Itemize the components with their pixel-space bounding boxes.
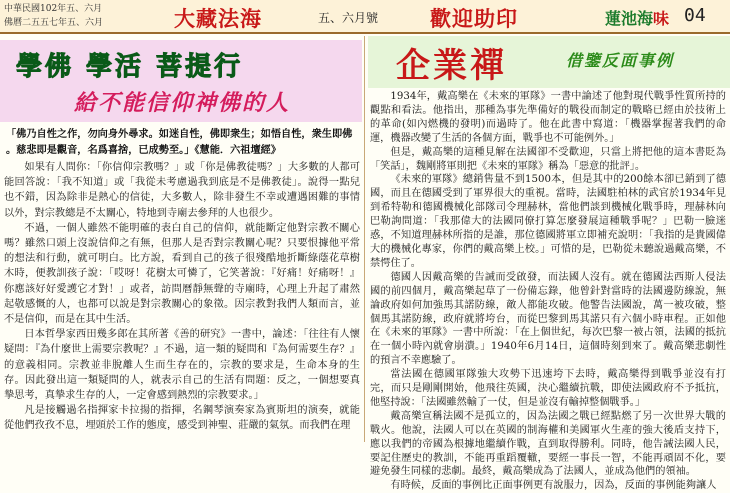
page-number: 04 [684,5,706,26]
sutra-quote [6,126,358,158]
quote-line-1: 「佛乃自性之作，勿向身外尋求。如迷自性，佛即衆生；如悟自性，衆生即佛 [6,128,353,140]
date-roc: 中華民國102年五、六月 [4,4,103,14]
right-article-subtitle: 借鑒反面事例 [566,51,675,70]
paragraph: 凡是接觸過名指揮家卡拉揚的指揮，名鋼琴演奏家為賓斯坦的演奏，就能從他們孜孜不息，埋頭於工作的態度，感受到神聖、莊嚴的氣氛。而我們在理 [4,405,360,432]
paragraph: 不過，一個人雖然不能明確的表白自己的信仰，就能斷定他對宗教不關心嗎？雖然口頭上沒說信仰之有無，但那人是否對宗教關心呢？只要恨據他平常的想法和行動，就可明白。比方說，看到自己的孩子很殘酷地折斷綠蔭花草樹木時，便教訓孩子說：「哎呀！花樹太可憐了，它笑著說：『好痛！好痛呀！』你應該好好愛護它才對！」或者，訪問曆靜無聲的寺廟時，心理上升起了肅然起敬感慨的人，也都可以說是對宗教關心的象徵。因宗教對我們人類而言，並不是信仰，而是在其中生活。 [4,222,360,326]
paragraph: 當法國在德國軍隊強大攻勢下迅速垮下去時，戴高樂得到戰爭並沒有打完，而只是剛剛開始，他飛往英國，決心繼續抗戰，即使法國政府不予抵抗，他堅持說：「法國雖然輸了一仗，但是並沒有輸掉整個戰爭。」 [370,369,726,408]
left-article-title-box [0,40,362,122]
left-article-subtitle: 給不能信仰神佛的人 [74,90,291,116]
left-article-body [4,160,360,434]
right-article-body [370,90,726,493]
issue-date [4,2,103,30]
column-name-a: 蓮池海 [605,9,654,28]
paragraph: 《未來的軍隊》總銷售量不到1500本，但是其中的200餘本卻已銷到了德國，而且在德國受到了軍界很大的重視。當時，法國駐柏林的武官於1934年見到希特勒和德國機械化部隊司令理赫林，當他們談到機械化戰爭時，理赫林向巴勒詢問道：「我那偉大的法國同僚打算怎麼發展這種戰爭呢？」巴勒一臉迷惑，不知道理赫林所指的是誰，那位德國將軍立即補充說明：「我指的是貴國偉大的機械化專家，你們的戴高樂上校。」可惜的是，巴勒從未聽說過戴高樂，不禁愕住了。 [370,174,726,269]
column-divider [364,36,365,442]
column-name [605,6,669,29]
welcome-banner: 歡迎助印 [430,6,518,31]
right-article-title-box [368,36,730,88]
quote-line-2: 。慈悲即是觀音，名爲喜捨，已成勢至。」《慧能．六祖壇經》 [6,144,282,156]
page-header [0,0,730,34]
issue-label: 五、六月號 [318,11,379,25]
date-buddhist: 佛曆二五五七年五、六月 [4,18,104,28]
right-article-title: 企業禪 [396,46,507,86]
paragraph: 但是，戴高樂的這種見解在法國卻不受歡迎，只當上將把他的這本書貶為「笑話」，魏剛將軍則把《未來的軍隊》稱為「惡意的批評」。 [370,146,726,172]
paragraph: 如果有人問你：「你信仰宗教嗎？」或「你是佛教徒嗎？」大多數的人都可能回答說：「我不知道」或「我從未考慮過我到底是不是佛教徒」。說得一點兒也不錯，因為除非是熱心的信徒，大多數人，除非發生不幸或遭遇困難的事情以外，對宗教總是不太關心，特地到寺廟去參拜的人也很少。 [4,162,360,219]
column-name-b: 味 [653,9,670,28]
paragraph: 日本哲學家西田幾多郎在其所著《善的研究》一書中，論述：「往往有人懷疑問：『為什麼世上需要宗教呢？』不過，這一類的疑問和『為何需要生存？』的意義相同。宗教並非脫離人生而生存在的，宗教的要求是，生命本身的生存。因此發出這一類疑問的人，就表示自己的生活有問題：反之，一個想要真摯思考，真摯求生存的人，一定會感到熱烈的宗教要求。」 [4,329,360,402]
paragraph: 有時候，反面的事例比正面事例更有說服力，因為，反面的事例能夠讓人 [390,480,717,492]
paper-name: 大藏法海 [174,6,262,31]
paragraph: 戴高樂宣稱法國不是孤立的，因為法國之戰已經點燃了另一次世界大戰的戰火。他說，法國人可以在英國的制海權和美國軍火生產的強大後盾支持下，應以我們的帝國為根據地繼續作戰，直到取得勝利。同時，他告誡法國人民，要記住歷史的教訓，不能再重蹈覆轍，要經一事長一智，不能再頑固不化，要避免發生同樣的悲劇。最終，戴高樂成為了法國人，並成為他們的領袖。 [370,410,726,478]
paragraph: 德國人因戴高樂的告誡而受啟發，而法國人沒有。就在德國法西斯人侵法國的前四個月，戴高樂起草了一份備忘錄，他曾針對當時的法國邊防線說，無論政府如何加強馬其諾防線，敵人都能攻破。他警告法國說，萬一被攻破，整個馬其諾防線，政府就將垮台，而從巴黎到馬其諾只有六個小時車程。正如他在《未來的軍隊》一書中所說：「在上個世紀，每次巴黎一被占領，法國的抵抗在一個小時內就會崩潰。」1940年6月14日，這個時刻到來了。戴高樂悲劇性的預言不幸應驗了。 [370,271,726,367]
paragraph: 1934年，戴高樂在《未來的軍隊》一書中論述了他對現代戰爭性質所持的觀點和看法。他指出，那種為事先準備好的戰役而制定的戰略已經由於技術上的革命(如內燃機的發明)而過時了。他在此書中寫道：「機器掌握著我們的命運，機器改變了生活的各個方面，戰爭也不可能例外。」 [370,91,726,144]
left-article-title: 學佛 學活 菩提行 [16,52,244,82]
